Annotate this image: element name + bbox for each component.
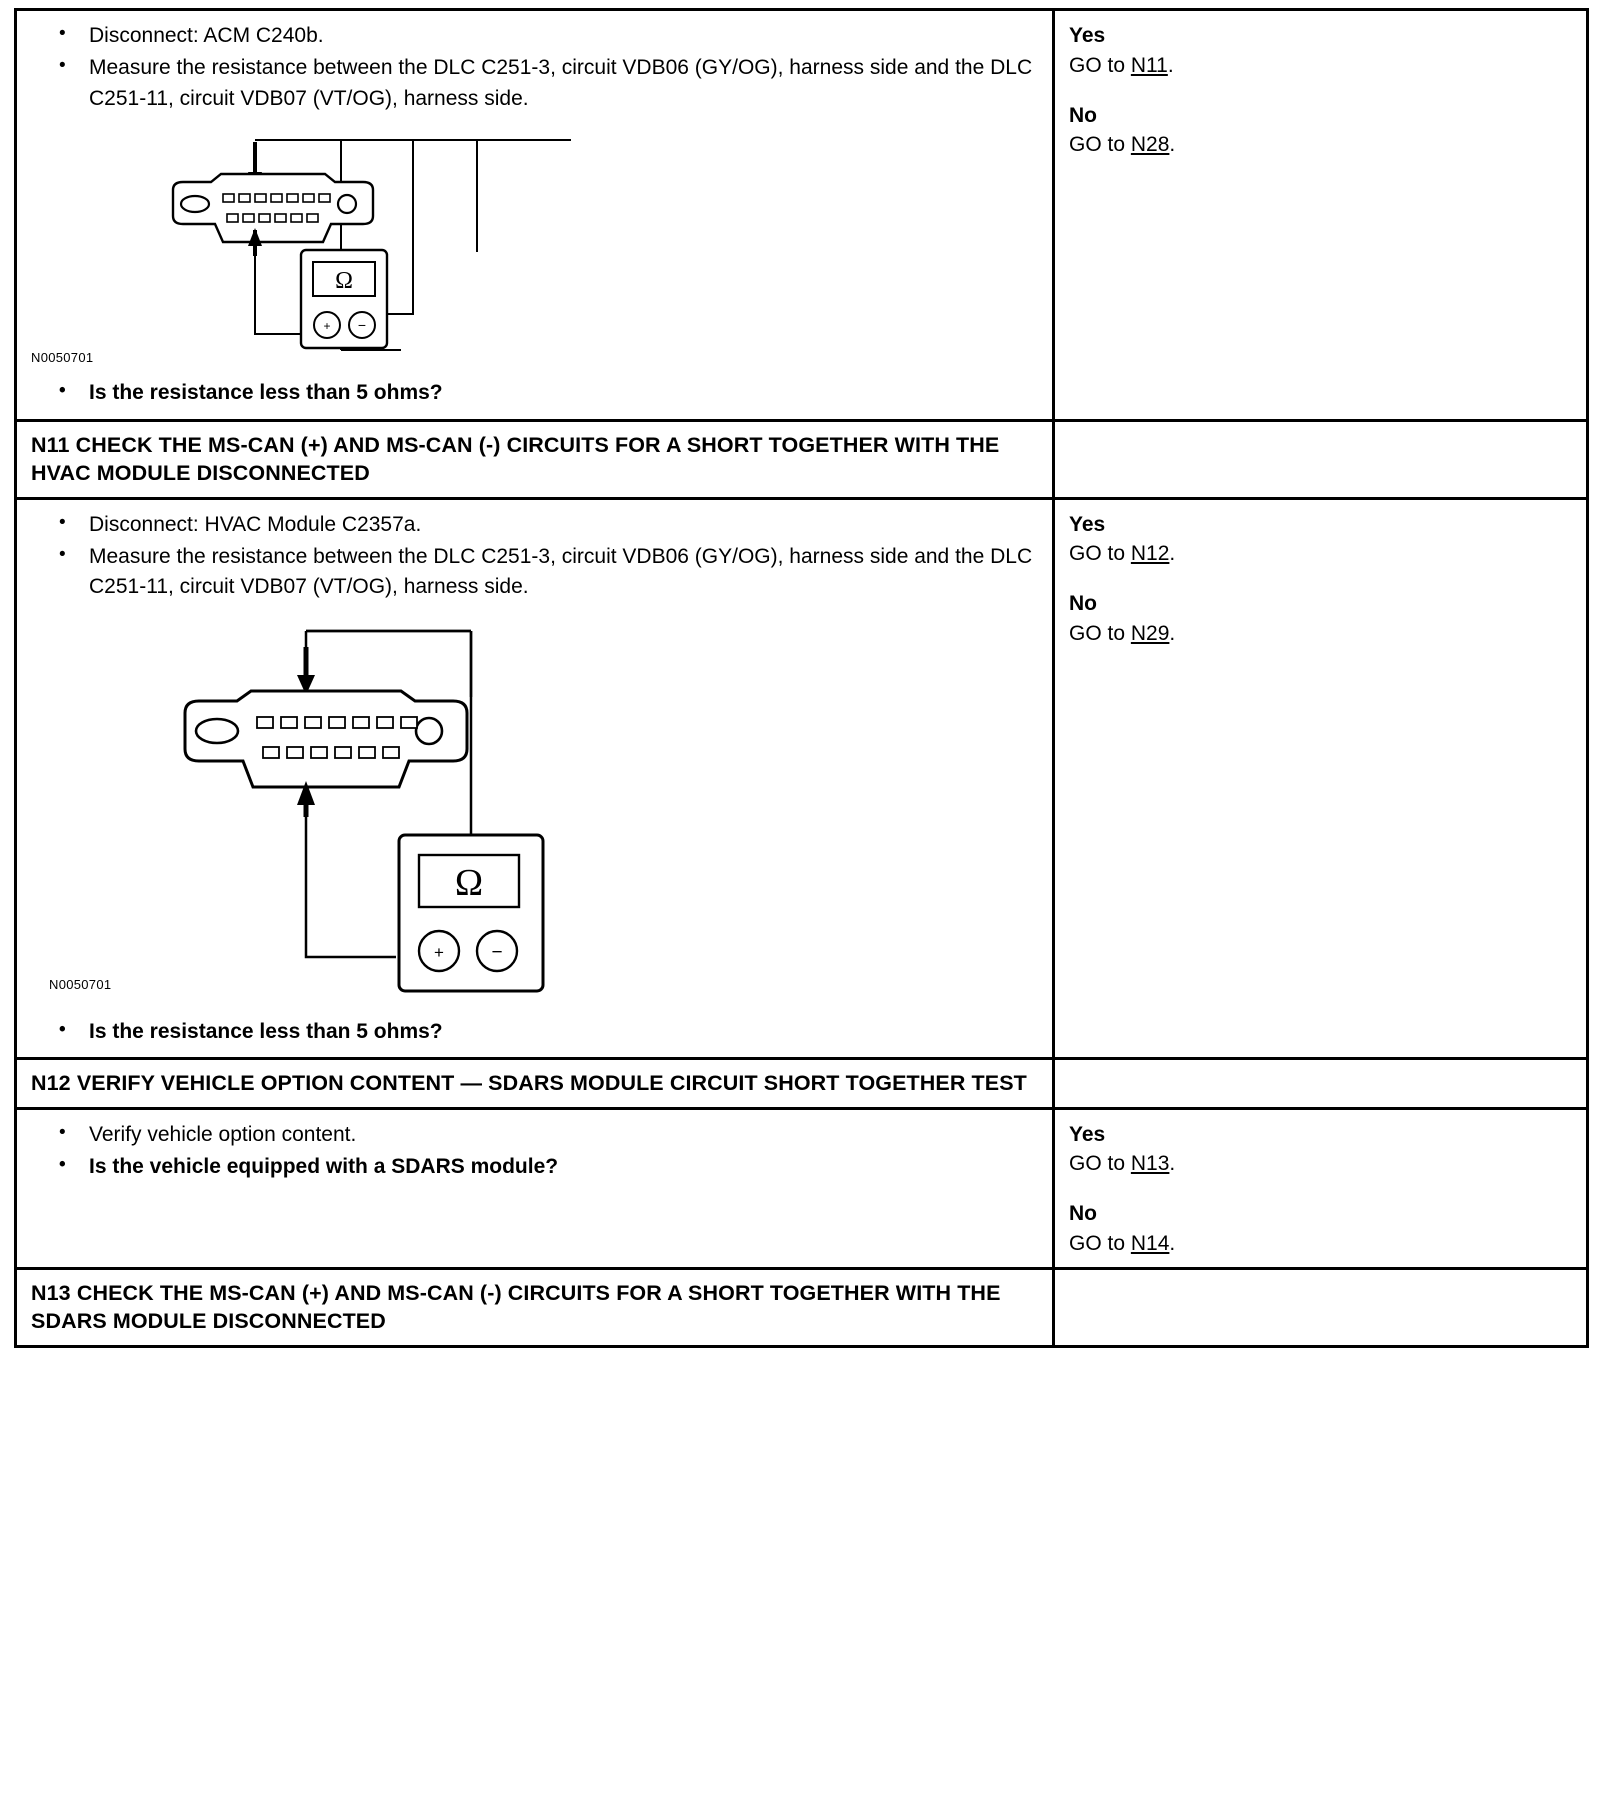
table-row [16, 1268, 1588, 1346]
goto-link[interactable]: N28 [1130, 133, 1170, 157]
dlc-connector-diagram [171, 617, 731, 1017]
svg-text:−: − [357, 317, 367, 334]
step-n12-header-blank [1054, 1059, 1588, 1108]
svg-text:+: + [434, 942, 444, 962]
svg-text:Ω: Ω [335, 268, 353, 295]
step-n11-answers-cell [1054, 498, 1588, 1059]
goto-suffix: . [1167, 53, 1174, 77]
answer-yes [1069, 1120, 1574, 1180]
answer-yes [1069, 510, 1574, 570]
answer-yes-action [1069, 1149, 1574, 1179]
answer-yes-action [1069, 539, 1574, 569]
goto-suffix: . [1169, 1152, 1176, 1176]
table-row [16, 1059, 1588, 1108]
svg-text:Ω: Ω [454, 861, 484, 904]
figure-id-label: N0050701 [31, 350, 94, 366]
svg-text:+: + [323, 319, 331, 334]
answer-no-action [1069, 130, 1574, 160]
instruction-list [31, 510, 1040, 603]
list-item: • Disconnect: HVAC Module C2357a. [31, 510, 1040, 540]
answer-yes-label: Yes [1069, 512, 1106, 536]
table-row [16, 1108, 1588, 1268]
diagnostic-table [14, 8, 1589, 1348]
table-row [16, 420, 1588, 498]
step-n11-header-cell [16, 420, 1054, 498]
answer-yes-label: Yes [1069, 24, 1106, 47]
answer-no-label: No [1069, 103, 1097, 127]
goto-prefix: GO to [1069, 1152, 1131, 1176]
answer-no [1069, 589, 1574, 649]
goto-link[interactable]: N13 [1130, 1152, 1170, 1176]
goto-suffix: . [1169, 621, 1176, 645]
goto-prefix: GO to [1069, 542, 1131, 566]
step-title: N12 VERIFY VEHICLE OPTION CONTENT — SDARS MODULE CIRCUIT SHORT TOGETHER TEST [31, 1071, 1027, 1096]
list-item: • Measure the resistance between the DLC C251-3, circuit VDB06 (GY/OG), harness side and the DLC C251-11, circuit VDB07 (VT/OG), harness side. [31, 53, 1040, 114]
step-n13-header-blank [1054, 1268, 1588, 1346]
question-text: • Is the resistance less than 5 ohms? [31, 1017, 1040, 1047]
step-n10-answers-cell [1054, 10, 1588, 421]
goto-link[interactable]: N11 [1130, 53, 1168, 77]
step-n10-content-cell [16, 10, 1054, 421]
step-n12-content-cell [16, 1108, 1054, 1268]
answer-no [1069, 101, 1574, 161]
goto-prefix: GO to [1069, 621, 1131, 645]
dlc-connector-diagram [151, 128, 571, 373]
list-item: • Measure the resistance between the DLC C251-3, circuit VDB06 (GY/OG), harness side and the DLC C251-11, circuit VDB07 (VT/OG), harness side. [31, 542, 1040, 603]
step-n12-header-cell [16, 1059, 1054, 1108]
instruction-list [31, 21, 1040, 114]
goto-prefix: GO to [1069, 53, 1131, 77]
answer-yes-action [1069, 51, 1574, 81]
table-row [16, 10, 1588, 421]
list-item: • Verify vehicle option content. [31, 1120, 1040, 1150]
instruction-list [31, 1120, 1040, 1183]
answer-no-action [1069, 619, 1574, 649]
step-n13-header-cell [16, 1268, 1054, 1346]
table-row [16, 498, 1588, 1059]
goto-suffix: . [1169, 542, 1176, 566]
answer-yes-label: Yes [1069, 1122, 1106, 1146]
goto-link[interactable]: N29 [1130, 621, 1170, 645]
goto-suffix: . [1169, 1232, 1176, 1256]
answer-no-action [1069, 1229, 1574, 1259]
list-item: • Disconnect: ACM C240b. [31, 21, 1040, 51]
goto-suffix: . [1169, 133, 1176, 157]
resistance-measurement-figure [31, 128, 1040, 378]
step-n12-answers-cell [1054, 1108, 1588, 1268]
answer-no-label: No [1069, 592, 1097, 616]
answer-yes [1069, 21, 1574, 81]
goto-link[interactable]: N14 [1130, 1232, 1170, 1256]
step-n11-content-cell [16, 498, 1054, 1059]
question-text: • Is the vehicle equipped with a SDARS module? [31, 1152, 1040, 1182]
goto-link[interactable]: N12 [1130, 542, 1170, 566]
answer-no [1069, 1199, 1574, 1259]
answer-no-label: No [1069, 1202, 1097, 1226]
step-n11-header-blank [1054, 420, 1588, 498]
step-title: N11 CHECK THE MS-CAN (+) AND MS-CAN (-) CIRCUITS FOR A SHORT TOGETHER WITH THE HVAC MODULE DISCONNECTED [31, 432, 1000, 486]
step-title: N13 CHECK THE MS-CAN (+) AND MS-CAN (-) CIRCUITS FOR A SHORT TOGETHER WITH THE SDARS MODULE DISCONNECTED [31, 1280, 1001, 1334]
question-list [31, 1017, 1040, 1047]
resistance-measurement-figure [31, 617, 1040, 1017]
question-text: • Is the resistance less than 5 ohms? [31, 378, 1040, 408]
goto-prefix: GO to [1069, 1232, 1131, 1256]
goto-prefix: GO to [1069, 133, 1131, 157]
figure-id-label: N0050701 [49, 976, 112, 992]
question-list [31, 378, 1040, 408]
svg-text:−: − [491, 941, 503, 963]
